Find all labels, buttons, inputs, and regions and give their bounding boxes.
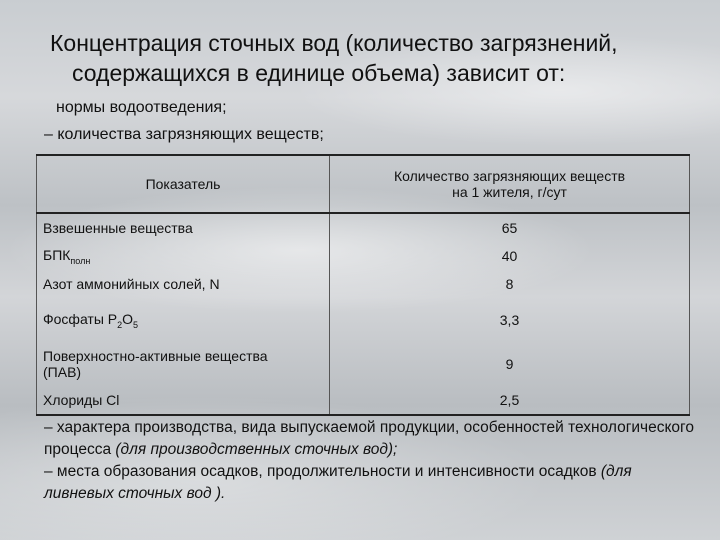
row-name-sub: полн — [70, 255, 91, 266]
row-name — [37, 298, 330, 342]
row-value: 3,3 — [330, 298, 690, 342]
row-name-part: Фосфаты Р — [43, 310, 118, 327]
table-row — [37, 270, 690, 298]
row-name-line-2: (ПАВ) — [43, 364, 82, 380]
header-quantity-line-1: Количество загрязняющих веществ — [393, 168, 626, 184]
table-row — [37, 342, 690, 386]
table-row — [37, 298, 690, 342]
row-name — [37, 242, 330, 270]
row-value: 9 — [330, 342, 690, 386]
table-row — [37, 213, 690, 242]
title-line-2: содержащихся в единице объема) зависит от: — [72, 60, 566, 86]
paragraph-production — [44, 417, 704, 461]
row-name: Азот аммонийных солей, N — [37, 270, 330, 298]
header-quantity-line-2: на 1 жителя, г/сут — [452, 184, 567, 200]
row-value: 65 — [330, 213, 690, 242]
paragraph-production-italic: (для производственных сточных вод); — [115, 441, 398, 458]
table-row — [37, 242, 690, 270]
title-line-1: Концентрация сточных вод (количество загрязнений, — [50, 30, 618, 56]
header-indicator — [37, 155, 330, 213]
table-row — [37, 386, 690, 415]
row-name-sub: 5 — [133, 319, 139, 330]
header-indicator-label: Показатель — [145, 176, 221, 192]
footnote-text — [44, 417, 704, 505]
row-name-line-1: Поверхностно-активные вещества — [43, 348, 268, 364]
header-quantity — [330, 155, 690, 213]
row-name-part: О — [122, 310, 134, 327]
row-name-sub: 2 — [117, 319, 123, 330]
row-name: Взвешенные вещества — [37, 213, 330, 242]
row-name: Хлориды Cl — [37, 386, 330, 415]
row-value: 40 — [330, 242, 690, 270]
table-header-row — [37, 155, 690, 213]
row-name — [37, 342, 330, 386]
row-value: 2,5 — [330, 386, 690, 415]
slide-title — [50, 28, 690, 88]
paragraph-precipitation-italic: (для ливневых сточных вод ). — [44, 463, 632, 502]
list-item-norms: нормы водоотведения; — [56, 99, 227, 116]
row-name-main: БПК — [43, 246, 71, 263]
paragraph-precipitation-text: – места образования осадков, продолжительности и интенсивности осадков — [44, 463, 601, 480]
pollutants-table — [36, 154, 690, 416]
paragraph-production-text: – характера производства, вида выпускаемой продукции, особенностей технологического процесса — [44, 419, 694, 458]
list-item-pollutants: – количества загрязняющих веществ; — [44, 126, 324, 143]
paragraph-precipitation — [44, 461, 704, 505]
row-value: 8 — [330, 270, 690, 298]
